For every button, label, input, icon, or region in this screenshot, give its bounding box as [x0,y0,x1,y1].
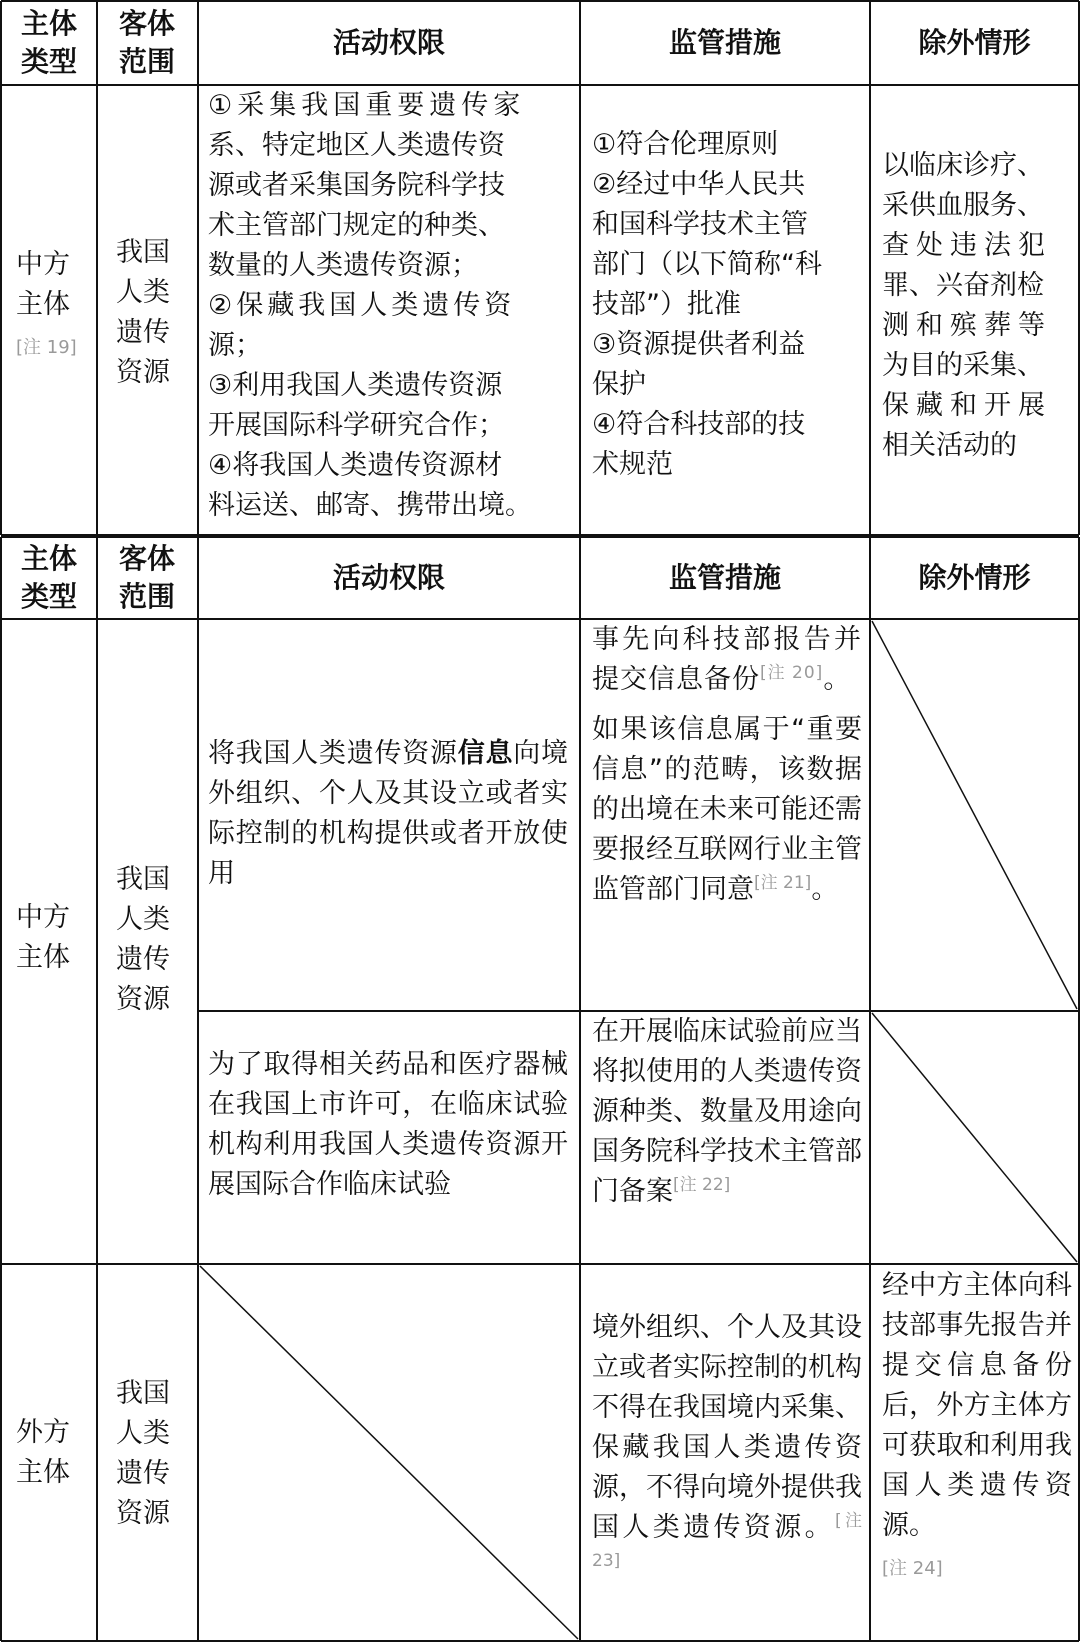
activity-line: 术主管部门规定的种类、 [208,210,505,241]
supervision-line: ④符合科技部的技 [592,409,806,440]
supervision-line: 和国科学技术主管 [592,209,808,240]
row1-activity-post: 向境外组织、个人及其设立或者实际控制的机构提供或者开放使用 [208,738,568,889]
supervision-line: 部门（以下简称“科 [592,249,822,280]
activity-line: 源； [208,330,262,361]
header-subject-type-text: 主体类型 [20,7,77,78]
exception-line: 相关活动的 [882,430,1017,461]
supervision-line: ③资源提供者利益 [592,329,806,360]
footnote-ref: [注 20] [760,663,824,683]
supervision-line: 保护 [592,369,646,400]
foreign-object: 我国人类遗传资源 [116,1378,170,1529]
header-supervision-text: 监管措施 [668,26,781,59]
foreign-object-cell [116,1374,186,1534]
table1-subject-cell [16,245,86,365]
header-activity-text: 活动权限 [332,561,445,594]
exception-line: 采供血服务、 [882,190,1044,221]
activity-line: 源或者采集国务院科学技 [208,170,505,201]
row1-supervision-b-end: 。 [811,874,839,905]
row1-supervision-a-text: 事先向科技部报告并提交信息备份 [592,624,862,695]
activity-line: ①采集我国重要遗传家 [208,90,526,121]
row2-activity: 为了取得相关药品和医疗器械在我国上市许可，在临床试验机构利用我国人类遗传资源开展国际合作临床试验 [208,1049,568,1200]
exception-line: 为目的采集、 [882,350,1044,381]
table2-subject: 中方主体 [16,902,70,973]
exception-line: 查处违法犯 [882,230,1052,261]
header-activity-text: 活动权限 [332,26,445,59]
table2-object: 我国人类遗传资源 [116,864,170,1015]
header-object-scope-text: 客体范围 [118,7,175,78]
supervision-line: ②经过中华人民共 [592,169,806,200]
supervision-line: ①符合伦理原则 [592,129,779,160]
header-object-scope [108,1,186,85]
activity-line: ②保藏我国人类遗传资 [208,290,516,321]
row1-activity-pre: 将我国人类遗传资源 [208,738,458,769]
activity-line: 系、特定地区人类遗传资 [208,130,505,161]
empty-cell-diagonal [200,1266,578,1639]
footnote-ref: [注 23] [592,1511,863,1571]
foreign-subject-cell [16,1413,86,1493]
exception-line: 保藏和开展 [882,390,1052,421]
foreign-supervision-cell [592,1308,862,1588]
exception-line: 罪、兴奋剂检 [882,270,1044,301]
supervision-line: 技部”）批准 [592,289,741,320]
row1-supervision-cell [592,620,862,910]
exception-line: 测和殡葬等 [882,310,1052,341]
header-exception-text: 除外情形 [918,561,1031,594]
table1-supervision-cell [592,125,866,485]
activity-line: 料运送、邮寄、携带出境。 [208,490,532,521]
row2-activity-cell [208,1045,568,1205]
header-subject-type [10,537,88,619]
activity-line: ④将我国人类遗传资源材 [208,450,503,481]
table1-activity-cell [208,86,576,526]
row1-activity-cell [208,734,568,894]
table1-subject: 中方主体 [16,249,70,320]
header-supervision-text: 监管措施 [668,561,781,594]
row2-supervision: 在开展临床试验前应当将拟使用的人类遗传资源种类、数量及用途向国务院科学技术主管部门备案 [592,1016,862,1207]
table1-object: 我国人类遗传资源 [116,237,170,388]
row1-supervision-a [592,620,862,700]
row1-supervision-b-text: 如果该信息属于“重要信息”的范畴，该数据的出境在未来可能还需要报经互联网行业主管监管部门同意 [592,714,862,905]
header-exception [870,537,1079,619]
header-activity [198,537,580,619]
footnote-ref: [注 19] [16,337,77,358]
empty-cell-diagonal [872,1013,1077,1262]
row1-supervision-b [592,710,862,910]
row2-supervision-cell [592,1012,862,1212]
header-subject-type-text: 主体类型 [20,542,77,613]
header-activity [198,1,580,85]
foreign-supervision: 境外组织、个人及其设立或者实际控制的机构不得在我国境内采集、保藏我国人类遗传资源，不得向境外提供我国人类遗传资源。 [592,1312,862,1543]
header-supervision [580,1,870,85]
table2-object-cell [116,860,186,1020]
header-object-scope [108,537,186,619]
foreign-exception-cell [882,1266,1072,1586]
table1-object-cell [116,233,186,393]
footnote-ref: [注 22] [673,1175,731,1195]
empty-cell-diagonal [872,621,1077,1009]
exception-line: 以临床诊疗、 [882,150,1044,181]
header-supervision [580,537,870,619]
header-exception [870,1,1079,85]
activity-line: 数量的人类遗传资源； [208,250,478,281]
activity-line: ③利用我国人类遗传资源 [208,370,503,401]
footnote-ref: [注 24] [882,1558,943,1579]
foreign-exception: 经中方主体向科技部事先报告并提交信息备份后，外方主体方可获取和利用我国人类遗传资源。 [882,1270,1072,1541]
supervision-line: 术规范 [592,449,673,480]
row1-activity-bold: 信息 [457,738,514,769]
activity-line: 开展国际科学研究合作； [208,410,505,441]
header-subject-type [10,1,88,85]
header-exception-text: 除外情形 [918,26,1031,59]
table1-exception-cell [882,146,1074,466]
footnote-ref: [注 21] [754,873,812,893]
foreign-subject: 外方主体 [16,1417,70,1488]
table2-subject-cell [16,898,86,978]
header-object-scope-text: 客体范围 [118,542,175,613]
row1-supervision-a-end: 。 [823,664,852,695]
